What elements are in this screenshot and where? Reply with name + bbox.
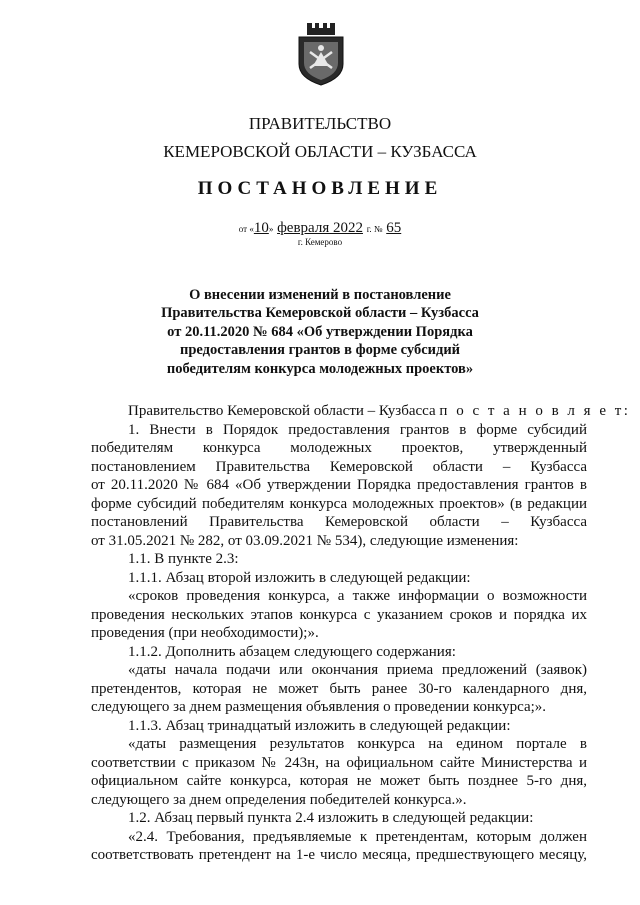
body-line: проведения (при необходимости);». [91, 625, 319, 641]
title-line: предоставления грантов в форме субсидий [179, 342, 461, 359]
body-line: постановлений Правительства Кемеровской области – Кузбасса [91, 514, 587, 530]
body-line: 1.1.3. Абзац тринадцатый изложить в следующей редакции: [128, 717, 511, 734]
title-line: О внесении изменений в постановление [189, 287, 451, 303]
body-line: «даты размещения результатов конкурса на едином портале в [128, 736, 587, 752]
number-prefix: г. № [366, 224, 383, 234]
date-day: 10 [253, 220, 269, 236]
body-line: проведения нескольких этапов конкурса с указанием сроков и порядка их [91, 606, 587, 623]
body-line: 1. Внести в Порядок предоставления грантов в форме субсидий [128, 421, 587, 438]
body-line: «сроков проведения конкурса, а также информации о возможности [128, 588, 587, 604]
body-line: постановлением Правительства Кемеровской области – Кузбасса [91, 458, 587, 475]
body-line: следующего за днем определения победителей конкурса.». [91, 791, 467, 808]
body-line: официальном сайте конкурса, которая не может быть позднее 5-го дня, [91, 773, 587, 789]
preamble-verb: п о с т а н о в л я е т: [439, 403, 631, 419]
title-line: от 20.11.2020 № 684 «Об утверждении Порядка [167, 323, 473, 340]
title-line: победителям конкурса молодежных проектов» [166, 360, 474, 377]
body-line: соответствии с приказом № 243н, на официальном сайте Министерства и [91, 754, 587, 771]
preamble [91, 402, 631, 421]
body-line: 1.1.1. Абзац второй изложить в следующей редакции: [128, 569, 471, 586]
title-line: Правительства Кемеровской области – Кузбасса [161, 305, 479, 322]
preamble-subject: Правительство Кемеровской области – Кузбасса [128, 403, 436, 419]
date-close: » [268, 224, 274, 234]
coat-of-arms-icon [296, 22, 346, 86]
body-line: «2.4. Требования, предъявляемые к претендентам, которым должен [128, 828, 587, 845]
crown-icon [307, 23, 335, 35]
date-number-line [0, 220, 640, 237]
government-name: ПРАВИТЕЛЬСТВО [248, 114, 392, 133]
body-line: от 20.11.2020 № 684 «Об утверждении Порядка предоставления грантов в [91, 477, 587, 493]
document-title [150, 286, 490, 378]
document-type-heading: ПОСТАНОВЛЕНИЕ [197, 178, 443, 199]
body-line: 1.2. Абзац первый пункта 2.4 изложить в следующей редакции: [128, 810, 534, 826]
body-line: 1.1.2. Дополнить абзацем следующего содержания: [128, 643, 456, 660]
body-line: «даты начала подачи или окончания приема предложений (заявок) [128, 662, 587, 678]
body-line: претендентов, которая не может быть ранее 30-го календарного дня, [91, 680, 587, 697]
city-name: г. Кемерово [297, 237, 343, 247]
document-body [91, 402, 631, 865]
document-number: 65 [386, 220, 402, 236]
body-line: победителям конкурса молодежных проектов, утвержденный [91, 440, 587, 456]
body-line: следующего за днем размещения объявления о проведении конкурса;». [91, 699, 547, 715]
date-prefix: от « [238, 224, 254, 234]
body-line: 1.1. В пункте 2.3: [128, 551, 239, 567]
body-line: соответствовать претендент на 1-е число месяца, предшествующего месяцу, [91, 847, 587, 863]
body-line: от 31.05.2021 № 282, от 03.09.2021 № 534), следующие изменения: [91, 532, 519, 549]
region-name: КЕМЕРОВСКОЙ ОБЛАСТИ – КУЗБАССА [163, 142, 477, 161]
body-line: форме субсидий победителям конкурса молодежных проектов» (в редакции [91, 495, 587, 512]
date-month-year: февраля 2022 [277, 220, 363, 236]
